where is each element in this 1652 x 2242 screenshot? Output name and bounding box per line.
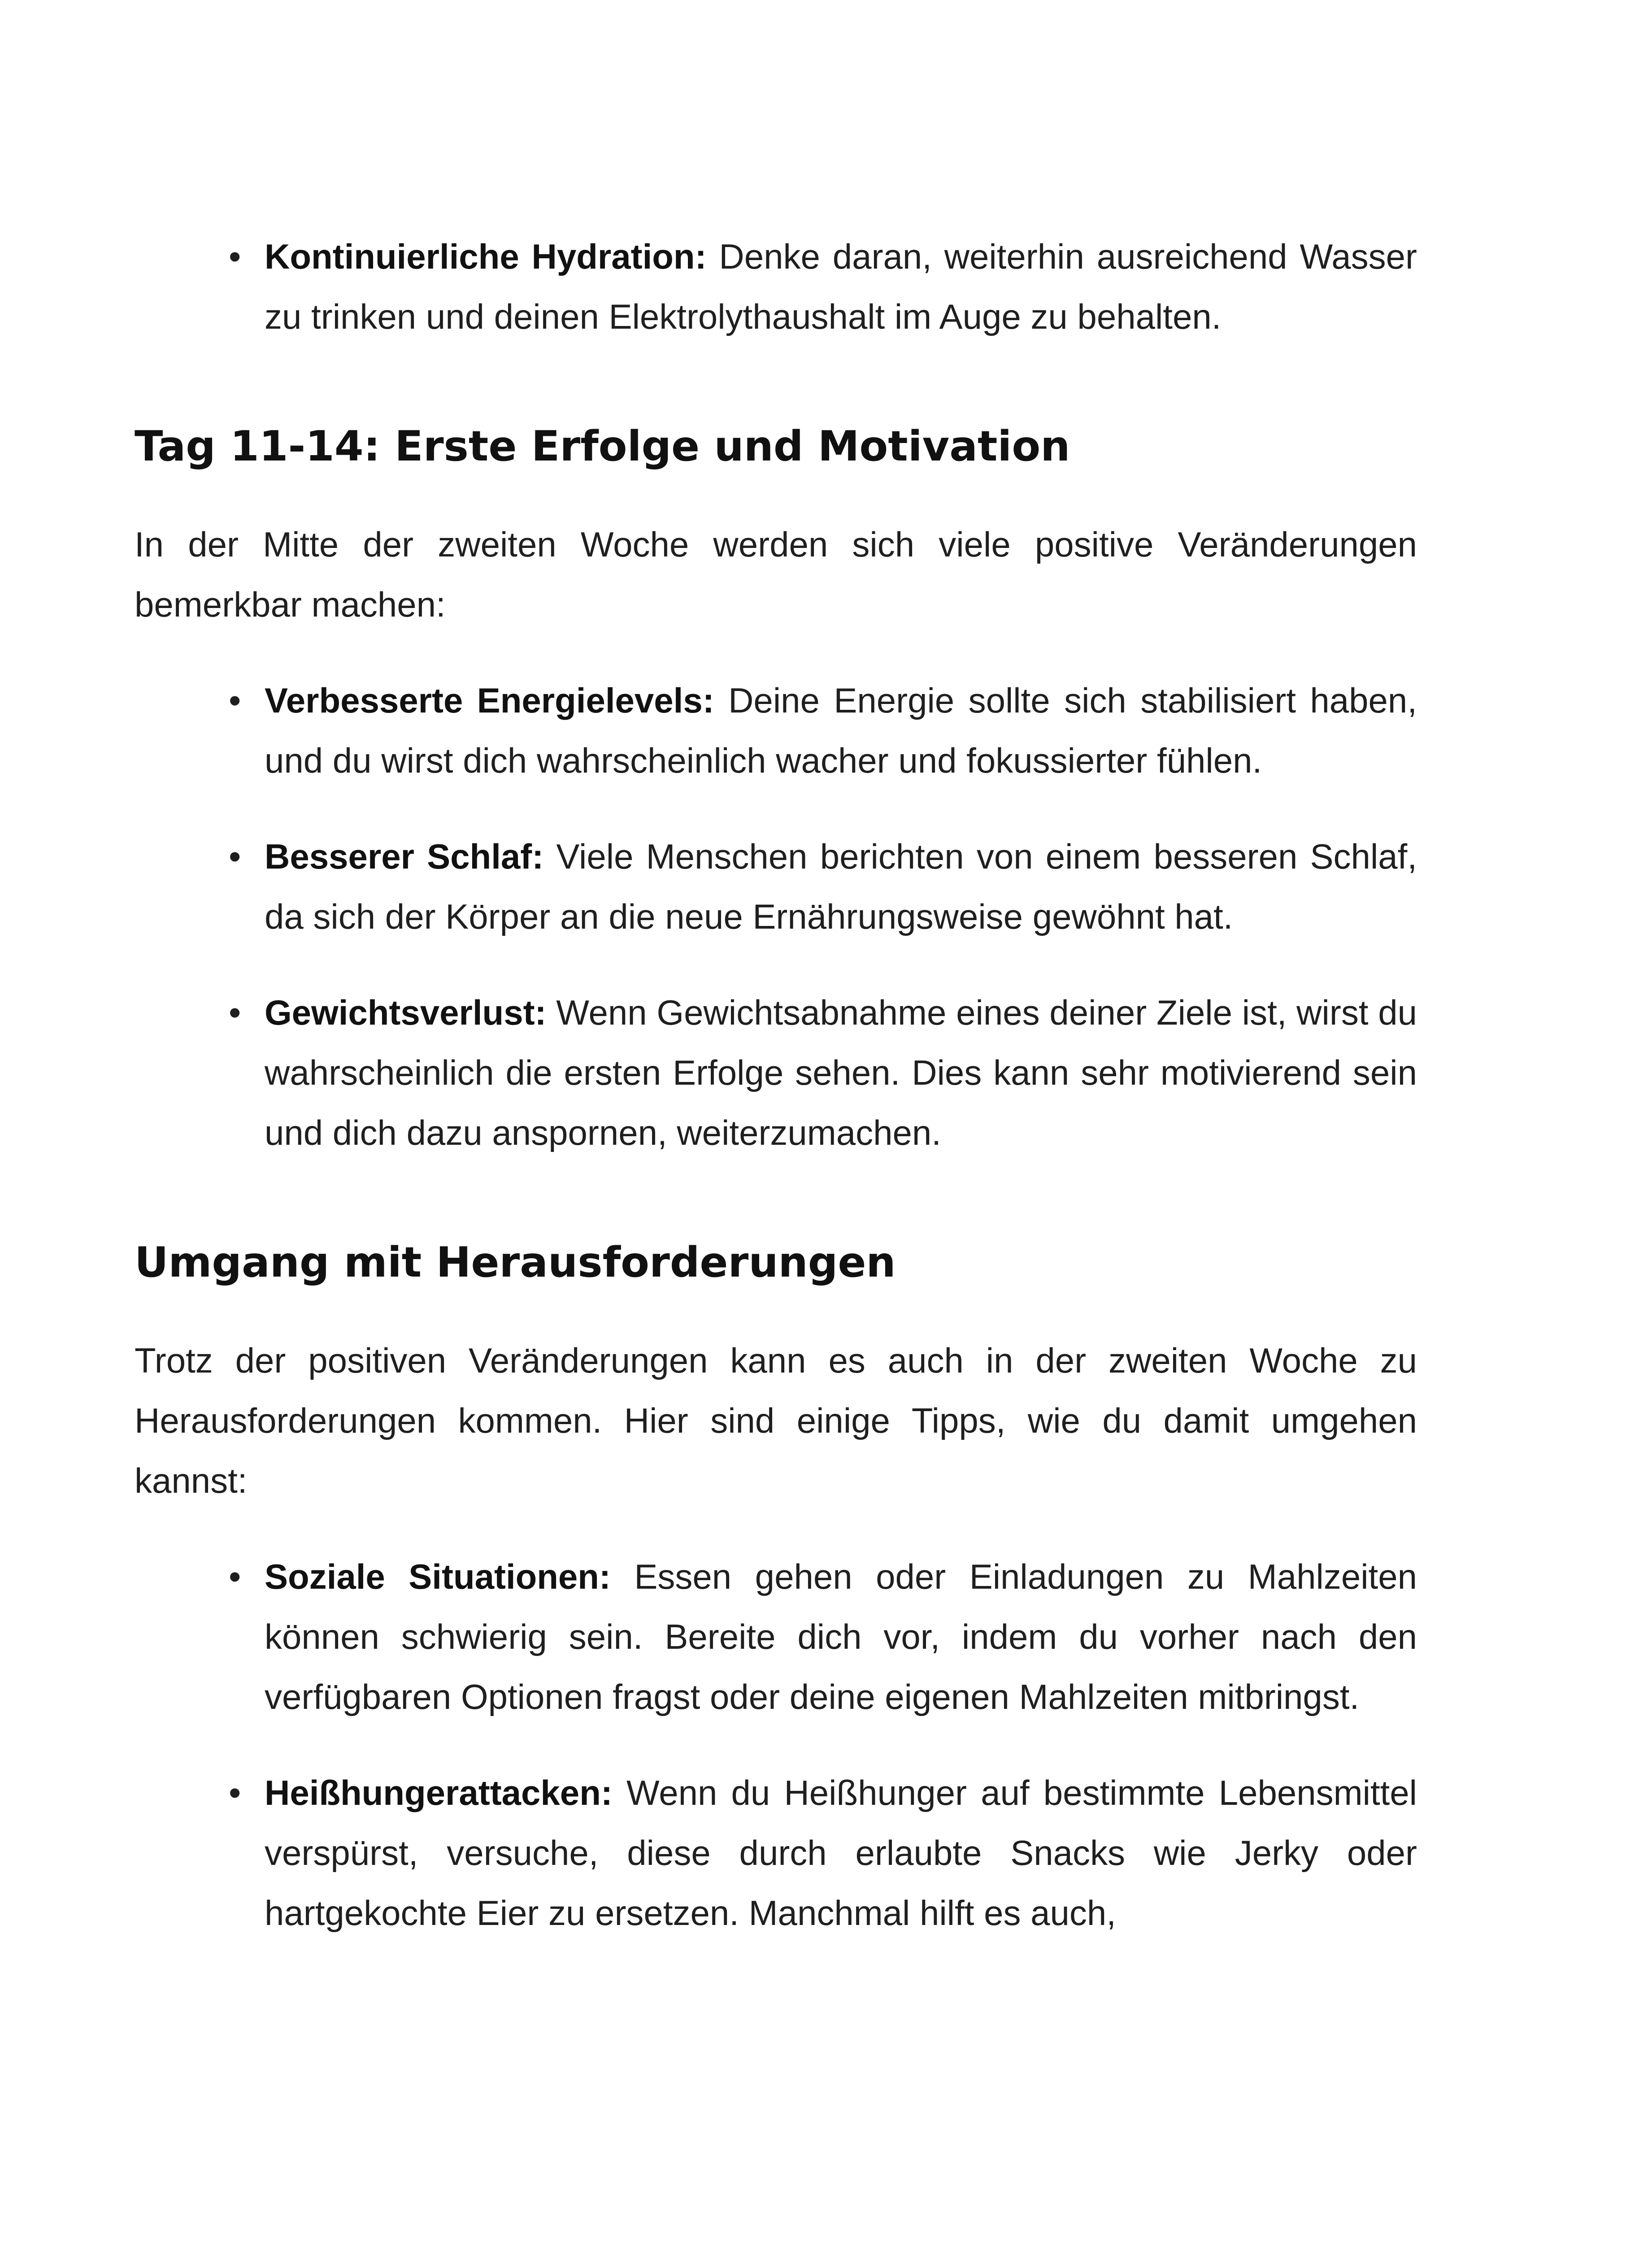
list-item-term: Kontinuierliche Hydration: xyxy=(265,237,707,276)
list-item xyxy=(229,670,1417,791)
list-item-term: Heißhungerattacken: xyxy=(265,1773,613,1812)
bullet-icon: • xyxy=(229,837,241,876)
bullet-icon: • xyxy=(229,993,241,1032)
list-item-text: Deine Energie sollte sich stabilisiert haben, und du wirst dich wahrscheinlich wacher und fokussierter fühlen. xyxy=(265,681,1417,780)
list-item-text: Wenn Gewichtsabnahme eines deiner Ziele ist, wirst du wahrscheinlich die ersten Erfolge sehen. Dies kann sehr motivierend sein und dich dazu anspornen, weiterzumachen. xyxy=(265,993,1417,1152)
top-bullet-list xyxy=(135,226,1417,347)
list-item-term: Gewichtsverlust: xyxy=(265,993,547,1032)
section-intro: Trotz der positiven Veränderungen kann es auch in der zweiten Woche zu Herausforderungen kommen. Hier sind einige Tipps, wie du damit umgehen kannst: xyxy=(135,1341,1417,1500)
section2-bullet-list xyxy=(135,1547,1417,1943)
list-item-text: Denke daran, weiterhin ausreichend Wasser zu trinken und deinen Elektrolythaushalt im Auge zu behalten. xyxy=(265,237,1417,336)
section-heading: Umgang mit Herausforderungen xyxy=(135,1238,896,1286)
list-item xyxy=(229,226,1417,347)
bullet-icon: • xyxy=(229,1557,241,1596)
list-item-term: Soziale Situationen: xyxy=(265,1557,611,1596)
section-heading: Tag 11-14: Erste Erfolge und Motivation xyxy=(135,422,1070,470)
section1-bullet-list xyxy=(135,670,1417,1163)
page-content xyxy=(135,226,1417,1979)
list-item-text: Wenn du Heißhunger auf bestimmte Lebensmittel verspürst, versuche, diese durch erlaubte Snacks wie Jerky oder hartgekochte Eier zu ersetzen. Manchmal hilft es auch, xyxy=(265,1773,1417,1933)
list-item xyxy=(229,1547,1417,1727)
bullet-icon: • xyxy=(229,237,241,276)
section-intro: In der Mitte der zweiten Woche werden sich viele positive Veränderungen bemerkbar machen: xyxy=(135,525,1417,624)
list-item xyxy=(229,1763,1417,1943)
bullet-icon: • xyxy=(229,1773,241,1812)
list-item-term: Besserer Schlaf: xyxy=(265,837,544,876)
list-item xyxy=(229,826,1417,947)
list-item-text: Viele Menschen berichten von einem besseren Schlaf, da sich der Körper an die neue Ernährungsweise gewöhnt hat. xyxy=(265,837,1417,936)
list-item xyxy=(229,982,1417,1163)
bullet-icon: • xyxy=(229,681,241,720)
list-item-term: Verbesserte Energielevels: xyxy=(265,681,714,720)
list-item-text: Essen gehen oder Einladungen zu Mahlzeiten können schwierig sein. Bereite dich vor, indem du vorher nach den verfügbaren Optionen fragst oder deine eigenen Mahlzeiten mitbringst. xyxy=(265,1557,1417,1716)
